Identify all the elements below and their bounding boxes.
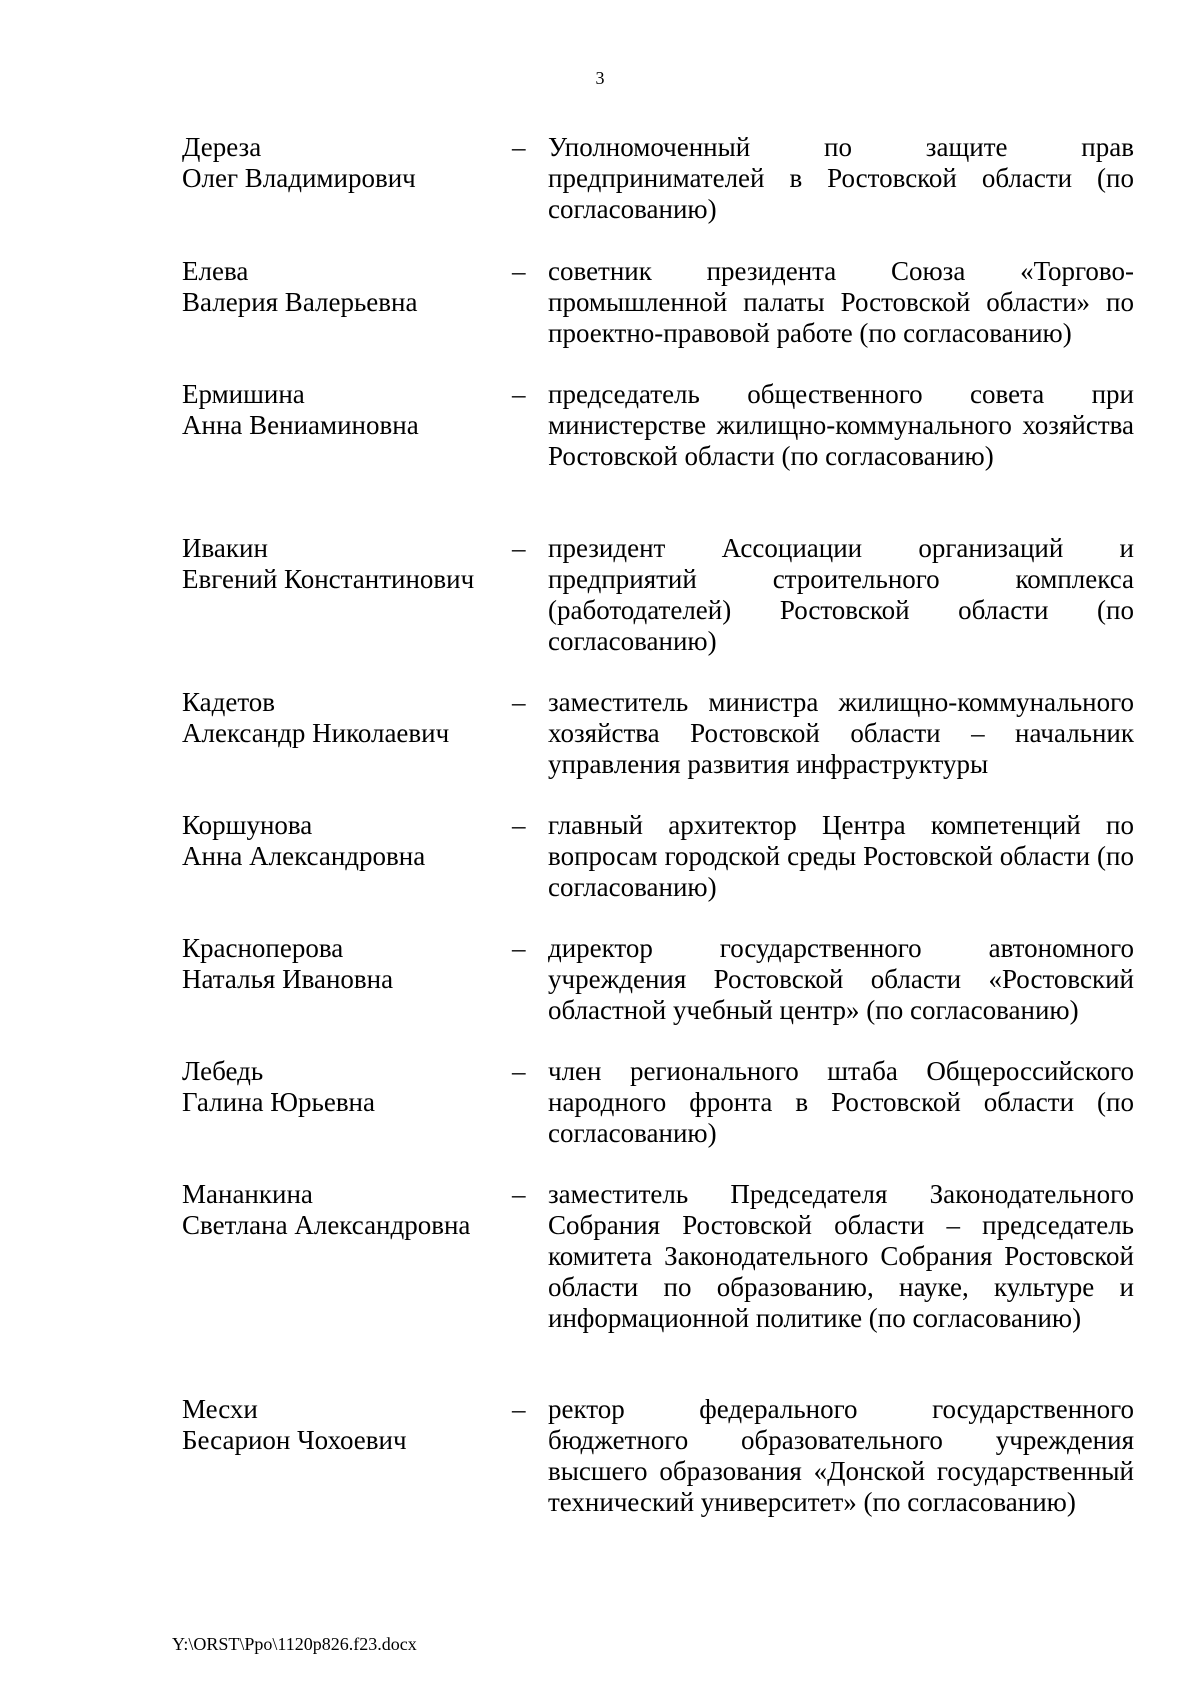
member-role: председатель общественного совета при министерстве жилищно-коммунального хозяйства Ростовской области (по согласованию): [548, 379, 1134, 471]
dash-separator: –: [512, 379, 526, 409]
member-given-names: Олег Владимирович: [182, 163, 416, 193]
member-surname: Лебедь: [182, 1056, 264, 1086]
dash-separator: –: [512, 810, 526, 840]
member-given-names: Александр Николаевич: [182, 718, 450, 748]
member-name: [182, 1056, 522, 1118]
member-name: [182, 810, 522, 872]
dash-separator: –: [512, 1179, 526, 1209]
member-role: заместитель министра жилищно-коммунального хозяйства Ростовской области – начальник управления развития инфраструктуры: [548, 687, 1134, 779]
member-given-names: Галина Юрьевна: [182, 1087, 375, 1117]
member-surname: Ивакин: [182, 533, 268, 563]
page-number: 3: [595, 68, 605, 88]
dash-separator: –: [512, 1394, 526, 1424]
member-surname: Ермишина: [182, 379, 305, 409]
member-surname: Мананкина: [182, 1179, 313, 1209]
dash-separator: –: [512, 687, 526, 717]
dash-separator: –: [512, 1056, 526, 1086]
member-role: президент Ассоциации организаций и предприятий строительного комплекса (работодателей) Ростовской области (по согласованию): [548, 533, 1134, 656]
member-name: [182, 533, 522, 595]
dash-separator: –: [512, 132, 526, 162]
member-surname: Коршунова: [182, 810, 313, 840]
member-given-names: Анна Вениаминовна: [182, 410, 419, 440]
dash-separator: –: [512, 933, 526, 963]
member-name: [182, 933, 522, 995]
member-role: советник президента Союза «Торгово-промышленной палаты Ростовской области» по проектно-правовой работе (по согласованию): [548, 256, 1134, 348]
member-name: [182, 1179, 522, 1241]
dash-separator: –: [512, 533, 526, 563]
member-surname: Дереза: [182, 132, 262, 162]
member-role: Уполномоченный по защите прав предпринимателей в Ростовской области (по согласованию): [548, 132, 1134, 224]
member-role: ректор федерального государственного бюджетного образовательного учреждения высшего образования «Донской государственный технический университет» (по согласованию): [548, 1394, 1134, 1517]
member-given-names: Бесарион Чохоевич: [182, 1425, 407, 1455]
member-given-names: Наталья Ивановна: [182, 964, 394, 994]
member-role: член регионального штаба Общероссийского народного фронта в Ростовской области (по согласованию): [548, 1056, 1134, 1148]
dash-separator: –: [512, 256, 526, 286]
member-surname: Елева: [182, 256, 249, 286]
member-given-names: Валерия Валерьевна: [182, 287, 418, 317]
member-role: заместитель Председателя Законодательного Собрания Ростовской области – председатель комитета Законодательного Собрания Ростовской области по образованию, науке, культуре и информационной политике (по согласованию): [548, 1179, 1134, 1333]
member-surname: Красноперова: [182, 933, 344, 963]
member-name: [182, 687, 522, 749]
member-surname: Месхи: [182, 1394, 258, 1424]
member-name: [182, 132, 522, 194]
member-given-names: Светлана Александровна: [182, 1210, 471, 1240]
member-role: директор государственного автономного учреждения Ростовской области «Ростовский областной учебный центр» (по согласованию): [548, 933, 1134, 1025]
member-role: главный архитектор Центра компетенций по вопросам городской среды Ростовской области (по согласованию): [548, 810, 1134, 902]
member-name: [182, 256, 522, 318]
member-name: [182, 379, 522, 441]
member-name: [182, 1394, 522, 1456]
member-given-names: Анна Александровна: [182, 841, 426, 871]
member-surname: Кадетов: [182, 687, 276, 717]
member-given-names: Евгений Константинович: [182, 564, 475, 594]
footer-file-path: Y:\ORST\Ppo\1120p826.f23.docx: [172, 1634, 417, 1654]
